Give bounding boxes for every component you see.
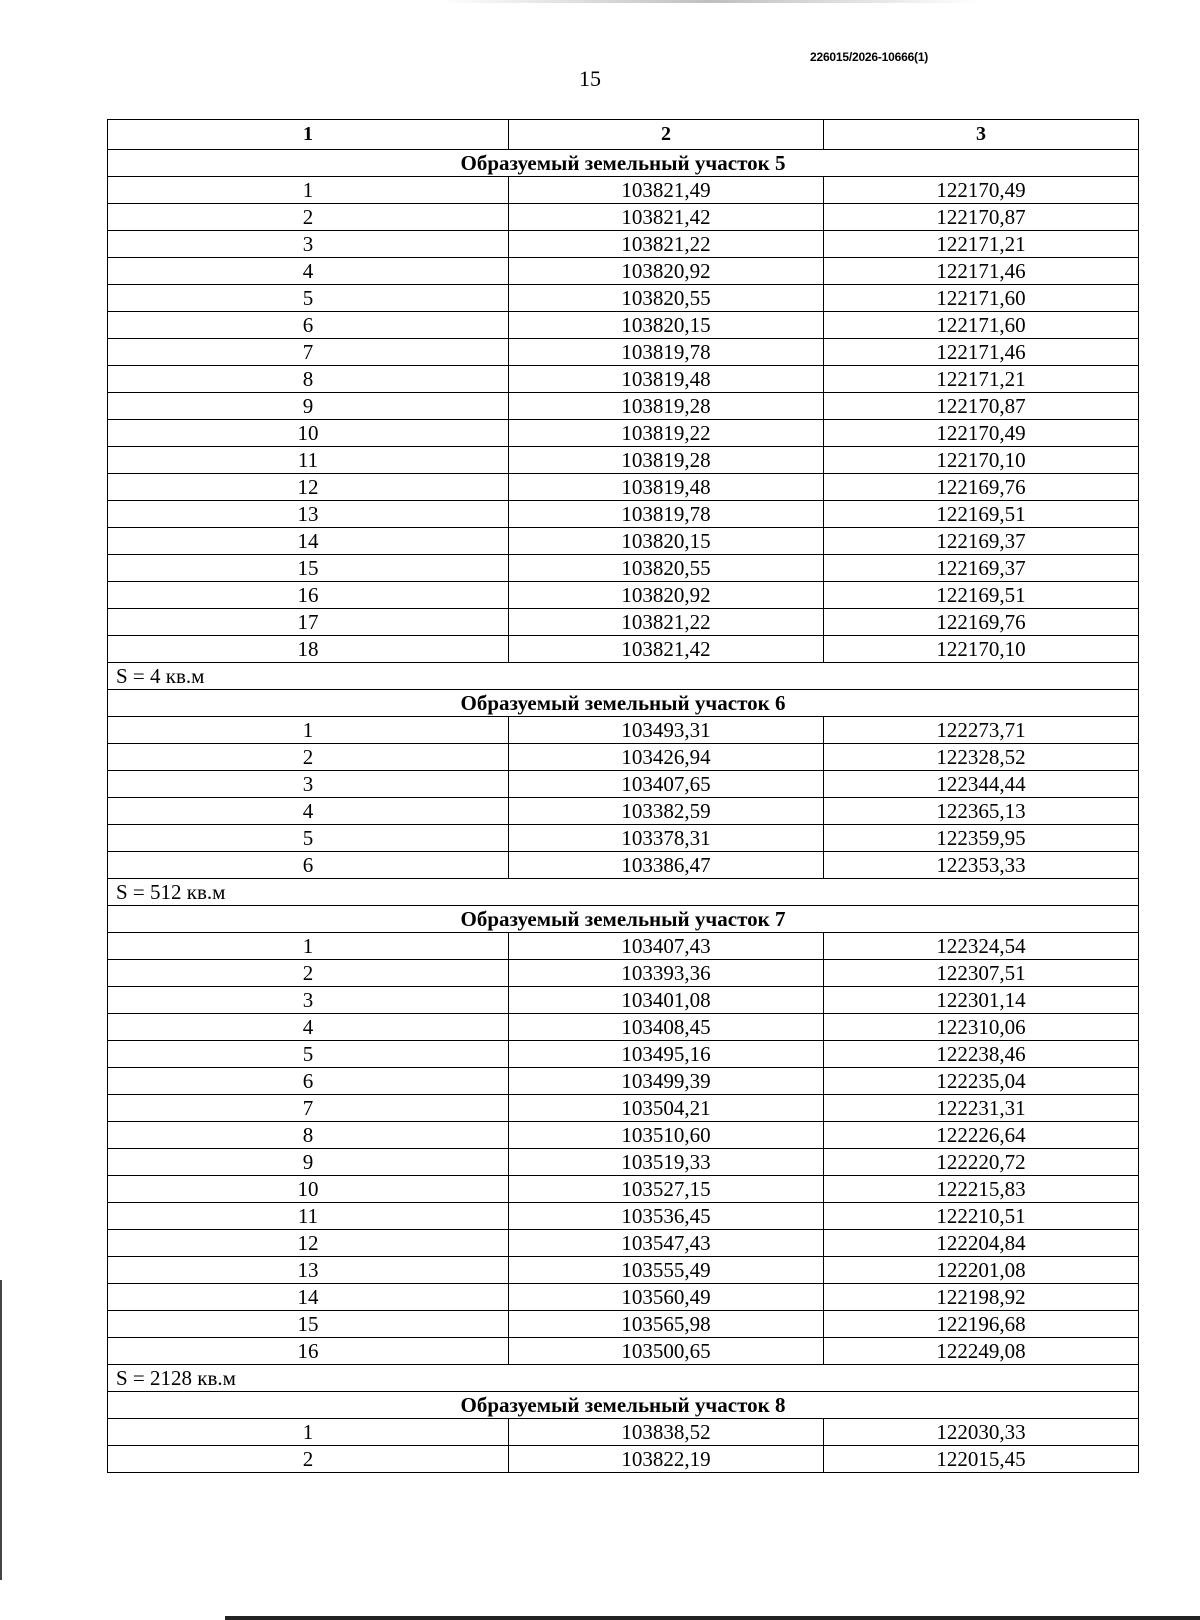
table-row bbox=[108, 393, 1139, 420]
x-coordinate-cell: 103519,33 bbox=[509, 1149, 824, 1176]
table-row bbox=[108, 366, 1139, 393]
point-number-cell: 11 bbox=[108, 447, 509, 474]
y-coordinate-cell: 122365,13 bbox=[824, 798, 1139, 825]
scan-edge-bottom bbox=[225, 1616, 1200, 1620]
x-coordinate-cell: 103819,48 bbox=[509, 474, 824, 501]
y-coordinate-cell: 122215,83 bbox=[824, 1176, 1139, 1203]
table-row bbox=[108, 852, 1139, 879]
y-coordinate-cell: 122238,46 bbox=[824, 1041, 1139, 1068]
table-row bbox=[108, 609, 1139, 636]
x-coordinate-cell: 103820,55 bbox=[509, 285, 824, 312]
point-number-cell: 2 bbox=[108, 1446, 509, 1473]
y-coordinate-cell: 122307,51 bbox=[824, 960, 1139, 987]
table-row bbox=[108, 177, 1139, 204]
table-row bbox=[108, 987, 1139, 1014]
x-coordinate-cell: 103819,28 bbox=[509, 447, 824, 474]
x-coordinate-cell: 103408,45 bbox=[509, 1014, 824, 1041]
point-number-cell: 4 bbox=[108, 798, 509, 825]
point-number-cell: 10 bbox=[108, 1176, 509, 1203]
table-row bbox=[108, 1446, 1139, 1473]
y-coordinate-cell: 122204,84 bbox=[824, 1230, 1139, 1257]
table-row bbox=[108, 1014, 1139, 1041]
x-coordinate-cell: 103820,15 bbox=[509, 528, 824, 555]
x-coordinate-cell: 103510,60 bbox=[509, 1122, 824, 1149]
point-number-cell: 2 bbox=[108, 204, 509, 231]
parcel-section-row bbox=[108, 1392, 1139, 1419]
y-coordinate-cell: 122344,44 bbox=[824, 771, 1139, 798]
parcel-title: Образуемый земельный участок 5 bbox=[108, 150, 1139, 177]
table-row bbox=[108, 798, 1139, 825]
point-number-cell: 1 bbox=[108, 1419, 509, 1446]
point-number-cell: 5 bbox=[108, 285, 509, 312]
table-row bbox=[108, 528, 1139, 555]
x-coordinate-cell: 103504,21 bbox=[509, 1095, 824, 1122]
y-coordinate-cell: 122170,49 bbox=[824, 177, 1139, 204]
table-row bbox=[108, 1149, 1139, 1176]
point-number-cell: 7 bbox=[108, 339, 509, 366]
point-number-cell: 15 bbox=[108, 555, 509, 582]
point-number-cell: 4 bbox=[108, 1014, 509, 1041]
y-coordinate-cell: 122169,76 bbox=[824, 609, 1139, 636]
coordinates-table-body bbox=[108, 120, 1139, 1473]
table-row bbox=[108, 771, 1139, 798]
y-coordinate-cell: 122169,51 bbox=[824, 582, 1139, 609]
x-coordinate-cell: 103527,15 bbox=[509, 1176, 824, 1203]
y-coordinate-cell: 122310,06 bbox=[824, 1014, 1139, 1041]
x-coordinate-cell: 103547,43 bbox=[509, 1230, 824, 1257]
x-coordinate-cell: 103821,42 bbox=[509, 204, 824, 231]
y-coordinate-cell: 122170,49 bbox=[824, 420, 1139, 447]
point-number-cell: 16 bbox=[108, 1338, 509, 1365]
y-coordinate-cell: 122220,72 bbox=[824, 1149, 1139, 1176]
point-number-cell: 16 bbox=[108, 582, 509, 609]
y-coordinate-cell: 122226,64 bbox=[824, 1122, 1139, 1149]
table-row bbox=[108, 1311, 1139, 1338]
y-coordinate-cell: 122170,10 bbox=[824, 447, 1139, 474]
table-header-row bbox=[108, 120, 1139, 150]
parcel-section-row bbox=[108, 906, 1139, 933]
y-coordinate-cell: 122231,31 bbox=[824, 1095, 1139, 1122]
point-number-cell: 1 bbox=[108, 933, 509, 960]
x-coordinate-cell: 103819,22 bbox=[509, 420, 824, 447]
table-row bbox=[108, 339, 1139, 366]
table-row bbox=[108, 285, 1139, 312]
table-row bbox=[108, 447, 1139, 474]
point-number-cell: 17 bbox=[108, 609, 509, 636]
y-coordinate-cell: 122169,37 bbox=[824, 528, 1139, 555]
table-row bbox=[108, 1122, 1139, 1149]
y-coordinate-cell: 122210,51 bbox=[824, 1203, 1139, 1230]
x-coordinate-cell: 103838,52 bbox=[509, 1419, 824, 1446]
table-row bbox=[108, 1257, 1139, 1284]
parcel-title: Образуемый земельный участок 8 bbox=[108, 1392, 1139, 1419]
parcel-area-row bbox=[108, 1365, 1139, 1392]
x-coordinate-cell: 103820,92 bbox=[509, 258, 824, 285]
point-number-cell: 3 bbox=[108, 771, 509, 798]
table-row bbox=[108, 231, 1139, 258]
point-number-cell: 12 bbox=[108, 1230, 509, 1257]
table-row bbox=[108, 1068, 1139, 1095]
point-number-cell: 14 bbox=[108, 1284, 509, 1311]
y-coordinate-cell: 122169,51 bbox=[824, 501, 1139, 528]
table-row bbox=[108, 825, 1139, 852]
x-coordinate-cell: 103536,45 bbox=[509, 1203, 824, 1230]
table-row bbox=[108, 1203, 1139, 1230]
table-row bbox=[108, 582, 1139, 609]
x-coordinate-cell: 103819,78 bbox=[509, 339, 824, 366]
point-number-cell: 6 bbox=[108, 1068, 509, 1095]
y-coordinate-cell: 122196,68 bbox=[824, 1311, 1139, 1338]
y-coordinate-cell: 122030,33 bbox=[824, 1419, 1139, 1446]
point-number-cell: 15 bbox=[108, 1311, 509, 1338]
point-number-cell: 6 bbox=[108, 852, 509, 879]
point-number-cell: 13 bbox=[108, 501, 509, 528]
table-row bbox=[108, 1176, 1139, 1203]
point-number-cell: 2 bbox=[108, 960, 509, 987]
table-row bbox=[108, 204, 1139, 231]
x-coordinate-cell: 103565,98 bbox=[509, 1311, 824, 1338]
table-row bbox=[108, 1230, 1139, 1257]
point-number-cell: 4 bbox=[108, 258, 509, 285]
table-row bbox=[108, 1041, 1139, 1068]
document-number: 226015/2026-10666(1) bbox=[810, 50, 929, 64]
coordinates-table bbox=[107, 119, 1139, 1473]
page-number: 15 bbox=[579, 66, 601, 91]
point-number-cell: 13 bbox=[108, 1257, 509, 1284]
point-number-cell: 8 bbox=[108, 1122, 509, 1149]
x-coordinate-cell: 103378,31 bbox=[509, 825, 824, 852]
point-number-cell: 9 bbox=[108, 393, 509, 420]
scan-edge-top bbox=[440, 0, 980, 3]
point-number-cell: 14 bbox=[108, 528, 509, 555]
table-row bbox=[108, 1095, 1139, 1122]
x-coordinate-cell: 103407,43 bbox=[509, 933, 824, 960]
x-coordinate-cell: 103820,55 bbox=[509, 555, 824, 582]
y-coordinate-cell: 122359,95 bbox=[824, 825, 1139, 852]
point-number-cell: 18 bbox=[108, 636, 509, 663]
y-coordinate-cell: 122235,04 bbox=[824, 1068, 1139, 1095]
point-number-cell: 1 bbox=[108, 177, 509, 204]
x-coordinate-cell: 103493,31 bbox=[509, 717, 824, 744]
x-coordinate-cell: 103560,49 bbox=[509, 1284, 824, 1311]
x-coordinate-cell: 103386,47 bbox=[509, 852, 824, 879]
table-row bbox=[108, 717, 1139, 744]
column-header: 3 bbox=[824, 120, 1139, 150]
scan-edge-left bbox=[0, 1280, 2, 1580]
parcel-title: Образуемый земельный участок 6 bbox=[108, 690, 1139, 717]
y-coordinate-cell: 122015,45 bbox=[824, 1446, 1139, 1473]
x-coordinate-cell: 103819,78 bbox=[509, 501, 824, 528]
x-coordinate-cell: 103499,39 bbox=[509, 1068, 824, 1095]
x-coordinate-cell: 103820,15 bbox=[509, 312, 824, 339]
y-coordinate-cell: 122171,21 bbox=[824, 231, 1139, 258]
table-row bbox=[108, 933, 1139, 960]
point-number-cell: 11 bbox=[108, 1203, 509, 1230]
y-coordinate-cell: 122170,87 bbox=[824, 393, 1139, 420]
parcel-area: S = 2128 кв.м bbox=[108, 1365, 1139, 1392]
y-coordinate-cell: 122171,46 bbox=[824, 258, 1139, 285]
parcel-section-row bbox=[108, 150, 1139, 177]
point-number-cell: 3 bbox=[108, 231, 509, 258]
x-coordinate-cell: 103821,22 bbox=[509, 609, 824, 636]
table-row bbox=[108, 1419, 1139, 1446]
y-coordinate-cell: 122328,52 bbox=[824, 744, 1139, 771]
table-row bbox=[108, 960, 1139, 987]
column-header: 2 bbox=[509, 120, 824, 150]
table-row bbox=[108, 474, 1139, 501]
x-coordinate-cell: 103495,16 bbox=[509, 1041, 824, 1068]
y-coordinate-cell: 122171,21 bbox=[824, 366, 1139, 393]
x-coordinate-cell: 103819,28 bbox=[509, 393, 824, 420]
y-coordinate-cell: 122169,37 bbox=[824, 555, 1139, 582]
x-coordinate-cell: 103821,22 bbox=[509, 231, 824, 258]
parcel-area-row bbox=[108, 879, 1139, 906]
y-coordinate-cell: 122171,60 bbox=[824, 285, 1139, 312]
point-number-cell: 1 bbox=[108, 717, 509, 744]
x-coordinate-cell: 103407,65 bbox=[509, 771, 824, 798]
table-row bbox=[108, 312, 1139, 339]
point-number-cell: 8 bbox=[108, 366, 509, 393]
table-row bbox=[108, 636, 1139, 663]
x-coordinate-cell: 103382,59 bbox=[509, 798, 824, 825]
y-coordinate-cell: 122198,92 bbox=[824, 1284, 1139, 1311]
y-coordinate-cell: 122301,14 bbox=[824, 987, 1139, 1014]
table-row bbox=[108, 555, 1139, 582]
y-coordinate-cell: 122171,46 bbox=[824, 339, 1139, 366]
table-row bbox=[108, 420, 1139, 447]
table-row bbox=[108, 1284, 1139, 1311]
y-coordinate-cell: 122273,71 bbox=[824, 717, 1139, 744]
x-coordinate-cell: 103401,08 bbox=[509, 987, 824, 1014]
parcel-area: S = 4 кв.м bbox=[108, 663, 1139, 690]
point-number-cell: 12 bbox=[108, 474, 509, 501]
column-header: 1 bbox=[108, 120, 509, 150]
y-coordinate-cell: 122170,87 bbox=[824, 204, 1139, 231]
y-coordinate-cell: 122170,10 bbox=[824, 636, 1139, 663]
x-coordinate-cell: 103819,48 bbox=[509, 366, 824, 393]
x-coordinate-cell: 103555,49 bbox=[509, 1257, 824, 1284]
table-row bbox=[108, 1338, 1139, 1365]
point-number-cell: 5 bbox=[108, 1041, 509, 1068]
parcel-area: S = 512 кв.м bbox=[108, 879, 1139, 906]
x-coordinate-cell: 103426,94 bbox=[509, 744, 824, 771]
parcel-section-row bbox=[108, 690, 1139, 717]
y-coordinate-cell: 122353,33 bbox=[824, 852, 1139, 879]
parcel-title: Образуемый земельный участок 7 bbox=[108, 906, 1139, 933]
y-coordinate-cell: 122201,08 bbox=[824, 1257, 1139, 1284]
table-row bbox=[108, 501, 1139, 528]
point-number-cell: 7 bbox=[108, 1095, 509, 1122]
y-coordinate-cell: 122249,08 bbox=[824, 1338, 1139, 1365]
point-number-cell: 2 bbox=[108, 744, 509, 771]
point-number-cell: 5 bbox=[108, 825, 509, 852]
x-coordinate-cell: 103393,36 bbox=[509, 960, 824, 987]
x-coordinate-cell: 103822,19 bbox=[509, 1446, 824, 1473]
x-coordinate-cell: 103500,65 bbox=[509, 1338, 824, 1365]
y-coordinate-cell: 122171,60 bbox=[824, 312, 1139, 339]
x-coordinate-cell: 103821,49 bbox=[509, 177, 824, 204]
y-coordinate-cell: 122169,76 bbox=[824, 474, 1139, 501]
x-coordinate-cell: 103821,42 bbox=[509, 636, 824, 663]
x-coordinate-cell: 103820,92 bbox=[509, 582, 824, 609]
point-number-cell: 9 bbox=[108, 1149, 509, 1176]
table-row bbox=[108, 258, 1139, 285]
table-row bbox=[108, 744, 1139, 771]
y-coordinate-cell: 122324,54 bbox=[824, 933, 1139, 960]
parcel-area-row bbox=[108, 663, 1139, 690]
point-number-cell: 6 bbox=[108, 312, 509, 339]
point-number-cell: 10 bbox=[108, 420, 509, 447]
point-number-cell: 3 bbox=[108, 987, 509, 1014]
